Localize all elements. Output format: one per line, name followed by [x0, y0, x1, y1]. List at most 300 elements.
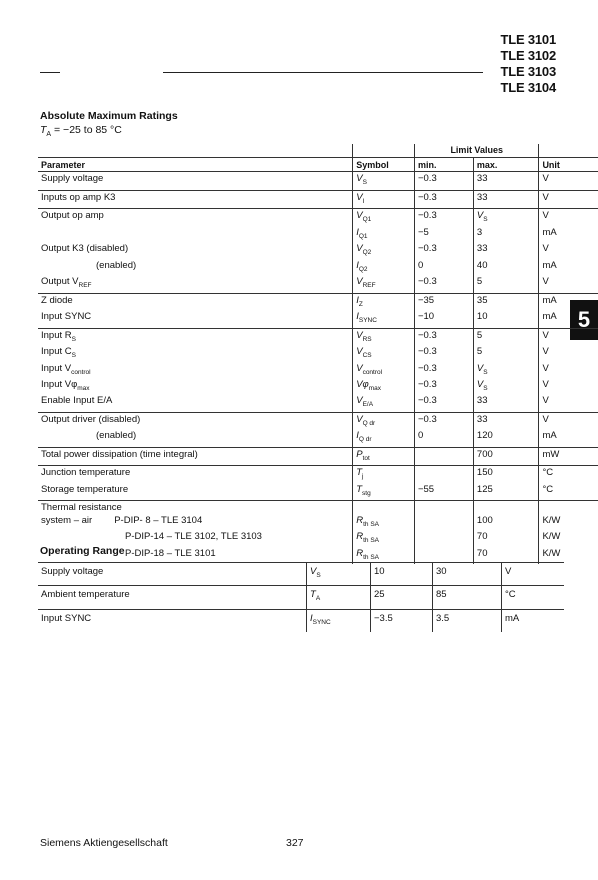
parameter-subscript: S: [71, 335, 76, 343]
min-cell: [414, 430, 473, 447]
symbol-letter: I: [356, 294, 359, 306]
max-value: 5: [476, 276, 483, 288]
symbol-subscript: Q2: [362, 249, 372, 257]
symbol-letter: V: [356, 276, 363, 288]
symbol-cell: [353, 243, 415, 259]
min-cell: [414, 501, 473, 515]
table-row: [38, 363, 598, 379]
min-value: 10: [374, 566, 385, 577]
header-blank: [38, 144, 353, 157]
symbol-cell: [307, 609, 371, 632]
min-cell: [371, 609, 433, 632]
max-cell: [433, 609, 502, 632]
parameter-text: Thermal resistance: [41, 502, 122, 514]
min-cell: [414, 447, 473, 465]
table-row: [38, 276, 598, 293]
condition-text: = −25 to 85 °C: [51, 124, 122, 136]
max-value: 33: [476, 173, 488, 185]
symbol-cell: [353, 293, 415, 311]
table-row: [38, 379, 598, 395]
max-cell: [473, 172, 539, 190]
symbol-letter: T: [356, 467, 363, 479]
abs-max-condition: [40, 124, 122, 138]
unit-cell: [539, 276, 598, 293]
table-row: [38, 209, 598, 227]
max-value: V: [476, 210, 484, 222]
table-row: [38, 501, 598, 515]
abs-max-table: [38, 144, 598, 564]
symbol-subscript: Q dr: [362, 419, 376, 427]
min-cell: [371, 563, 433, 586]
symbol-letter: V: [356, 329, 363, 341]
symbol-subscript: SYNC: [358, 316, 377, 324]
min-cell: [414, 515, 473, 531]
min-cell: [414, 293, 473, 311]
parameter-text: Enable Input E/A: [41, 395, 113, 407]
parameter-text: (enabled): [96, 430, 137, 442]
max-cell: [473, 209, 539, 227]
operating-range-title: Operating Range: [40, 545, 125, 557]
min-value: −5: [417, 226, 429, 238]
package-text: P-DIP-18 – TLE 3101: [125, 547, 216, 559]
unit-cell: [539, 346, 598, 362]
symbol-subscript: CS: [362, 351, 372, 359]
symbol-subscript: A: [315, 595, 321, 603]
unit-value: mA: [505, 612, 520, 624]
max-cell: [473, 363, 539, 379]
min-value: −10: [417, 311, 435, 323]
parameter-text: Input SYNC: [41, 612, 92, 624]
parameter-text: Output op amp: [41, 210, 104, 222]
part-number: TLE 3103: [500, 64, 556, 79]
condition-symbol: T: [40, 124, 47, 136]
symbol-letter: V: [356, 346, 363, 358]
max-cell: [473, 501, 539, 515]
min-cell: [414, 243, 473, 259]
symbol-subscript: Q dr: [358, 436, 372, 444]
parameter-cell: [38, 293, 353, 311]
table-row: [38, 430, 598, 447]
min-cell: [414, 346, 473, 362]
symbol-letter: I: [356, 430, 359, 442]
max-value: 33: [476, 191, 488, 203]
table-row: [38, 328, 598, 346]
max-cell: [473, 379, 539, 395]
unit-value: V: [542, 243, 549, 255]
parameter-cell: [38, 311, 353, 328]
min-cell: [414, 227, 473, 243]
min-value: −0.3: [417, 210, 437, 222]
symbol-subscript: control: [362, 368, 383, 376]
max-cell: [473, 346, 539, 362]
symbol-cell: [353, 395, 415, 412]
symbol-letter: V: [356, 191, 363, 203]
min-cell: [414, 531, 473, 547]
table-row: [38, 311, 598, 328]
symbol-subscript: Q1: [358, 232, 368, 240]
unit-cell: [539, 311, 598, 328]
max-cell: [433, 563, 502, 586]
max-cell: [473, 276, 539, 293]
table-row: [38, 172, 598, 190]
max-value: 70: [476, 547, 488, 559]
symbol-letter: V: [356, 413, 363, 425]
min-cell: [414, 379, 473, 395]
abs-max-title: Absolute Maximum Ratings: [40, 110, 178, 122]
symbol-letter: V: [356, 243, 363, 255]
table-row: [38, 243, 598, 259]
symbol-cell: [353, 276, 415, 293]
symbol-cell: [353, 430, 415, 447]
parameter-cell: [38, 346, 353, 362]
symbol-letter: V: [356, 173, 363, 185]
max-value: 700: [476, 448, 493, 460]
unit-value: V: [542, 379, 549, 390]
min-cell: [414, 395, 473, 412]
symbol-letter: I: [310, 612, 313, 624]
symbol-letter: R: [356, 531, 364, 543]
min-value: 0: [417, 259, 424, 271]
parameter-cell: [38, 172, 353, 190]
parameter-cell: [38, 190, 353, 208]
max-cell: [473, 412, 539, 430]
max-value: 35: [476, 294, 488, 306]
symbol-subscript: max: [368, 384, 382, 392]
unit-value: V: [542, 346, 549, 358]
header-min: min.: [414, 157, 473, 172]
symbol-cell: [353, 190, 415, 208]
header-blank: [353, 144, 415, 157]
unit-cell: [539, 172, 598, 190]
symbol-letter: Vφ: [356, 379, 369, 390]
parameter-cell: [38, 395, 353, 412]
footer-company: Siemens Aktiengesellschaft: [40, 837, 168, 849]
symbol-subscript: th SA: [363, 553, 379, 561]
max-value: 40: [476, 259, 488, 271]
header-limit-values: Limit Values: [414, 144, 538, 157]
max-cell: [473, 190, 539, 208]
min-value: −0.3: [417, 329, 437, 341]
max-value: 70: [476, 531, 488, 543]
table-header-row: [38, 144, 598, 157]
max-value: 5: [476, 346, 483, 358]
symbol-cell: [353, 501, 415, 515]
max-cell: [473, 227, 539, 243]
max-cell: [473, 466, 539, 484]
max-cell: [473, 293, 539, 311]
max-cell: [473, 430, 539, 447]
max-value: 3: [476, 226, 483, 238]
max-cell: [473, 311, 539, 328]
unit-value: V: [542, 395, 549, 407]
max-value: V: [476, 379, 484, 390]
parameter-text: Inputs op amp K3: [41, 191, 116, 203]
header-parameter: Parameter: [38, 157, 353, 172]
table-row: [38, 227, 598, 243]
max-subscript: S: [483, 384, 488, 392]
symbol-subscript: RS: [362, 335, 372, 343]
symbol-subscript: Q1: [362, 216, 372, 224]
unit-value: V: [542, 329, 549, 341]
unit-value: mA: [542, 311, 557, 323]
table-row: [38, 260, 598, 276]
unit-cell: [539, 363, 598, 379]
symbol-letter: V: [310, 566, 317, 577]
unit-cell: [539, 379, 598, 395]
unit-value: K/W: [542, 514, 561, 526]
header-max: max.: [473, 157, 539, 172]
symbol-letter: I: [356, 226, 359, 238]
table-row: [38, 515, 598, 531]
symbol-cell: [353, 515, 415, 531]
unit-value: mA: [542, 430, 557, 442]
parameter-text: Supply voltage: [41, 173, 104, 185]
parameter-cell: [38, 501, 353, 515]
unit-value: mA: [542, 259, 557, 271]
parameter-cell: [38, 276, 353, 293]
max-cell: [473, 447, 539, 465]
parameter-cell: [38, 609, 307, 632]
symbol-subscript: th SA: [363, 537, 379, 545]
max-cell: [473, 531, 539, 547]
max-cell: [473, 484, 539, 501]
max-value: 120: [476, 430, 493, 442]
parameter-text: Input SYNC: [41, 311, 92, 323]
unit-cell: [502, 563, 565, 586]
parameter-cell: [38, 209, 353, 227]
symbol-cell: [353, 379, 415, 395]
symbol-subscript: REF: [362, 281, 376, 289]
symbol-subscript: S: [362, 179, 367, 187]
max-cell: [473, 328, 539, 346]
parameter-cell: [38, 430, 353, 447]
symbol-cell: [307, 563, 371, 586]
symbol-subscript: j: [362, 473, 364, 481]
min-cell: [414, 311, 473, 328]
symbol-cell: [353, 260, 415, 276]
symbol-letter: R: [356, 514, 364, 526]
min-value: −55: [417, 483, 435, 495]
table-row: [38, 293, 598, 311]
symbol-subscript: Q2: [358, 265, 368, 273]
symbol-letter: I: [356, 259, 359, 271]
max-value: 100: [476, 514, 493, 526]
parameter-text: (enabled): [96, 259, 137, 271]
parameter-text: Storage temperature: [41, 483, 129, 495]
unit-cell: [539, 501, 598, 515]
symbol-subscript: Z: [358, 300, 363, 308]
unit-value: °C: [542, 467, 554, 479]
min-cell: [414, 260, 473, 276]
min-cell: [414, 172, 473, 190]
unit-cell: [539, 260, 598, 276]
symbol-cell: [353, 346, 415, 362]
parameter-text: Input V: [41, 362, 72, 374]
unit-cell: [539, 484, 598, 501]
unit-value: V: [542, 173, 549, 185]
symbol-letter: P: [356, 448, 363, 460]
max-subscript: S: [483, 368, 488, 376]
min-value: 0: [417, 430, 424, 442]
part-number: TLE 3101: [500, 32, 556, 47]
parameter-text: Input Vφ: [41, 379, 78, 390]
parameter-cell: [38, 328, 353, 346]
parameter-cell: [38, 447, 353, 465]
table-row: [38, 586, 564, 609]
symbol-letter: T: [310, 589, 316, 601]
parameter-text: Total power dissipation (time integral): [41, 448, 198, 460]
unit-value: °C: [542, 483, 554, 495]
max-value: 33: [476, 413, 488, 425]
min-value: −35: [417, 294, 435, 306]
symbol-subscript: E/A: [362, 401, 374, 409]
symbol-cell: [353, 531, 415, 547]
parameter-text: Output driver (disabled): [41, 413, 141, 425]
operating-range-table: [38, 562, 564, 632]
parameter-text: Input C: [41, 346, 72, 358]
symbol-cell: [353, 328, 415, 346]
unit-value: V: [542, 362, 549, 374]
parameter-text: Ambient temperature: [41, 589, 130, 601]
unit-value: K/W: [542, 547, 561, 559]
min-cell: [371, 586, 433, 609]
max-cell: [473, 243, 539, 259]
table-row: [38, 346, 598, 362]
symbol-subscript: S: [316, 571, 321, 579]
max-value: 10: [476, 311, 488, 323]
min-value: −0.3: [417, 395, 437, 407]
symbol-cell: [353, 172, 415, 190]
parameter-cell: [38, 363, 353, 379]
parameter-cell: [38, 515, 353, 531]
unit-value: V: [505, 566, 512, 577]
symbol-subscript: stg: [362, 489, 371, 497]
table-row: [38, 609, 564, 632]
table-row: [38, 466, 598, 484]
min-cell: [414, 190, 473, 208]
unit-value: V: [542, 210, 549, 222]
part-number: TLE 3104: [500, 80, 556, 95]
unit-cell: [502, 609, 565, 632]
unit-cell: [539, 447, 598, 465]
min-cell: [414, 412, 473, 430]
parameter-cell: [38, 260, 353, 276]
max-cell: [473, 395, 539, 412]
max-value: 33: [476, 395, 488, 407]
header-rule: [163, 72, 483, 73]
parameter-cell: [38, 243, 353, 259]
symbol-subscript: tot: [362, 454, 370, 462]
min-cell: [414, 328, 473, 346]
max-value: 33: [476, 243, 488, 255]
header-rule-short: [40, 72, 60, 73]
table-row: [38, 412, 598, 430]
symbol-letter: I: [356, 311, 359, 323]
symbol-cell: [353, 484, 415, 501]
parameter-text: Supply voltage: [41, 566, 104, 577]
unit-cell: [539, 190, 598, 208]
symbol-letter: V: [356, 395, 363, 407]
symbol-cell: [353, 209, 415, 227]
package-text: P-DIP- 8 – TLE 3104: [114, 514, 203, 526]
parameter-cell: [38, 466, 353, 484]
symbol-cell: [353, 311, 415, 328]
unit-value: K/W: [542, 531, 561, 543]
parameter-subscript: control: [71, 368, 91, 376]
min-value: −0.3: [417, 362, 437, 374]
unit-value: V: [542, 276, 549, 288]
min-cell: [414, 276, 473, 293]
symbol-letter: R: [356, 547, 364, 559]
symbol-cell: [353, 227, 415, 243]
symbol-subscript: th SA: [363, 520, 379, 528]
max-value: 150: [476, 467, 493, 479]
parameter-cell: [38, 379, 353, 395]
parameter-subscript: max: [77, 384, 90, 392]
min-value: −0.3: [417, 346, 437, 358]
max-value: 30: [436, 566, 447, 577]
min-value: 25: [374, 589, 385, 601]
table-row: [38, 395, 598, 412]
symbol-subscript: I: [362, 197, 365, 205]
parameter-subscript: S: [71, 351, 76, 359]
max-cell: [473, 515, 539, 531]
min-cell: [414, 209, 473, 227]
parameter-text: Junction temperature: [41, 467, 131, 479]
min-cell: [414, 484, 473, 501]
max-subscript: S: [483, 216, 488, 224]
unit-value: V: [542, 413, 549, 425]
table-row: [38, 447, 598, 465]
unit-value: mA: [542, 226, 557, 238]
parameter-cell: [38, 586, 307, 609]
section-tab: 5: [570, 300, 598, 340]
min-value: −0.3: [417, 173, 437, 185]
min-cell: [414, 466, 473, 484]
min-value: −0.3: [417, 379, 437, 390]
max-value: 5: [476, 329, 483, 341]
max-value: V: [476, 362, 484, 374]
unit-cell: [539, 430, 598, 447]
table-row: [38, 563, 564, 586]
part-number: TLE 3102: [500, 48, 556, 63]
unit-cell: [539, 227, 598, 243]
table-header-row: [38, 157, 598, 172]
max-cell: [433, 586, 502, 609]
min-value: −0.3: [417, 413, 437, 425]
parameter-text: Z diode: [41, 294, 73, 306]
unit-cell: [502, 586, 565, 609]
unit-cell: [539, 515, 598, 531]
min-cell: [414, 363, 473, 379]
symbol-cell: [353, 466, 415, 484]
symbol-cell: [307, 586, 371, 609]
max-value: 3.5: [436, 612, 450, 624]
symbol-letter: V: [356, 362, 363, 374]
symbol-cell: [353, 363, 415, 379]
unit-cell: [539, 531, 598, 547]
package-text: P-DIP-14 – TLE 3102, TLE 3103: [125, 531, 262, 543]
parameter-cell: [38, 484, 353, 501]
min-value: −3.5: [374, 612, 393, 624]
parameter-text: system – air: [41, 514, 93, 526]
parameter-cell: [38, 412, 353, 430]
condition-subscript: A: [46, 131, 52, 139]
symbol-letter: V: [356, 210, 363, 222]
unit-cell: [539, 293, 598, 311]
parameter-text: Output K3 (disabled): [41, 243, 129, 255]
max-value: 85: [436, 589, 447, 601]
